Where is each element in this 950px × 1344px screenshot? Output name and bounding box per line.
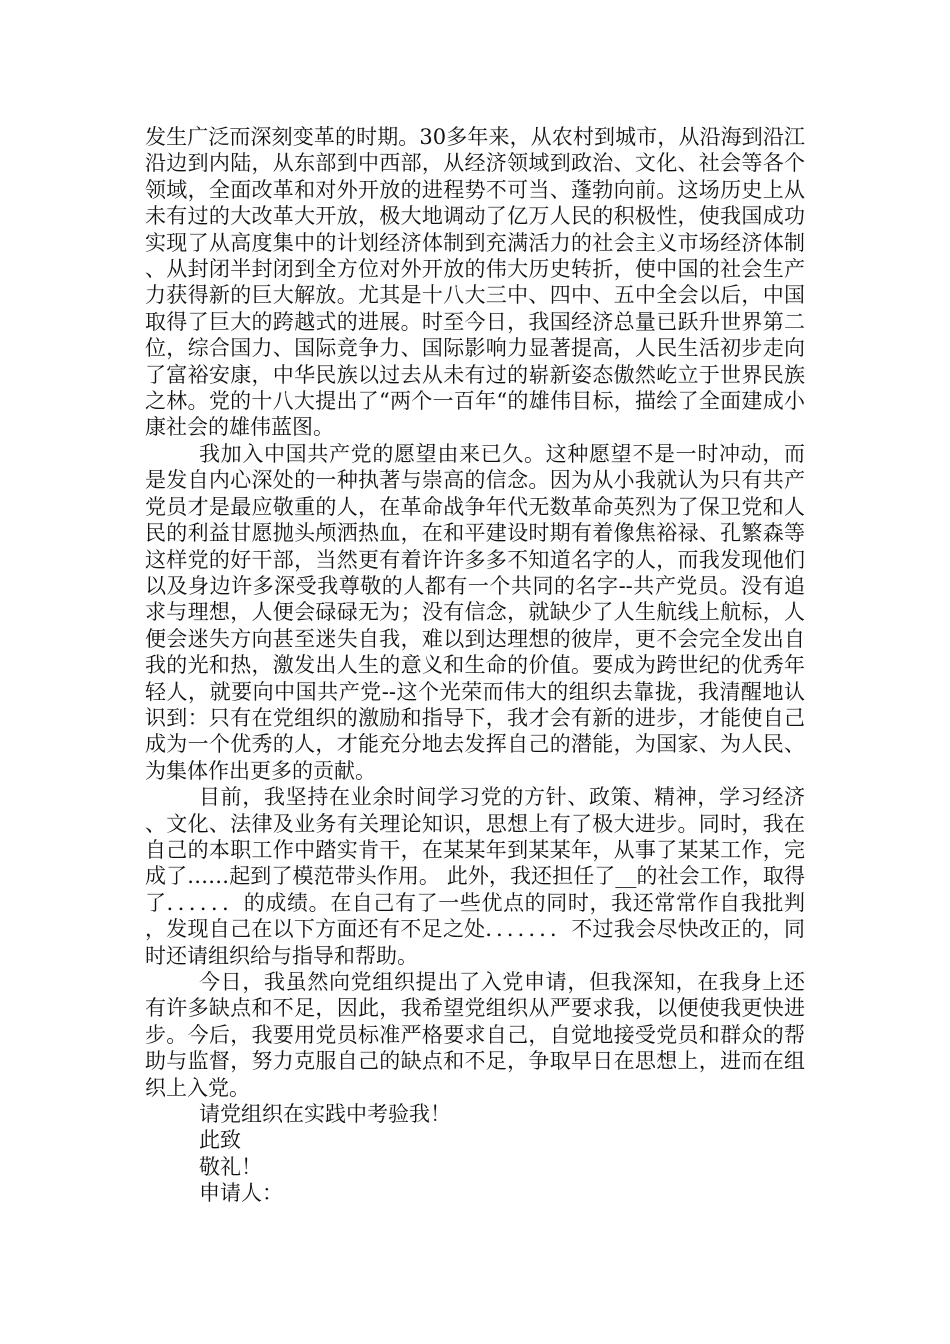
paragraph-history: 发生广泛而深刻变革的时期。30多年来，从农村到城市，从沿海到沿江沿边到内陆，从东部到中西部，从经济领域到政治、文化、社会等各个领域，全面改革和对外开放的进程势不可当、蓬勃向前。这场历史上从未有过的大改革大开放，极大地调动了亿万人民的积极性，使我国成功实现了从高度集中的计划经济体制到充满活力的社会主义市场经济体制、从封闭半封闭到全方位对外开放的伟大历史转折，使中国的社会生产力获得新的巨大解放。尤其是十八大三中、四中、五中全会以后，中国取得了巨大的跨越式的进展。时至今日，我国经济总量已跃升世界第二位，综合国力、国际竞争力、国际影响力显著提高，人民生活初步走向了富裕安康，中华民族以过去从未有过的崭新姿态傲然屹立于世界民族之林。党的十八大提出了“两个一百年“的雄伟目标，描绘了全面建成小康社会的雄伟蓝图。 <box>145 125 805 440</box>
document-body <box>145 124 805 1207</box>
applicant-signature-label: 申请人： <box>199 1181 283 1206</box>
closing-request: 请党组织在实践中考验我！ <box>199 1102 451 1127</box>
closing-regards: 敬礼！ <box>199 1154 262 1179</box>
paragraph-commitment: 今日，我虽然向党组织提出了入党申请，但我深知，在我身上还有许多缺点和不足，因此，我希望党组织从严要求我，以便使我更快进步。今后，我要用党员标准严格要求自己，自觉地接受党员和群众的帮助与监督，努力克服自己的缺点和不足，争取早日在思想上，进而在组织上入党。 <box>145 970 805 1100</box>
paragraph-current-work: 目前，我坚持在业余时间学习党的方针、政策、精神，学习经济、文化、法律及业务有关理论知识，思想上有了极大进步。同时，我在自己的本职工作中踏实肯干，在某某年到某某年，从事了某某工作，完成了……起到了模范带头作用。 此外，我还担任了__的社会工作，取得了．．．．．．的成绩。在自己有了一些优点的同时，我还常常作自我批判，发现自己在以下方面还有不足之处．．．．．．．不过我会尽快改正的，同时还请组织给与指导和帮助。 <box>145 785 805 968</box>
paragraph-aspiration: 我加入中国共产党的愿望由来已久。这种愿望不是一时冲动，而是发自内心深处的一种执著与崇高的信念。因为从小我就认为只有共产党员才是最应敬重的人，在革命战争年代无数革命英烈为了保卫党和人民的利益甘愿抛头颅洒热血，在和平建设时期有着像焦裕禄、孔繁森等这样党的好干部，当然更有着许许多多不知道名字的人，而我发现他们以及身边许多深受我尊敬的人都有一个共同的名字--共产党员。没有追求与理想，人便会碌碌无为；没有信念，就缺少了人生航线上航标，人便会迷失方向甚至迷失自我，难以到达理想的彼岸，更不会完全发出自我的光和热，激发出人生的意义和生命的价值。要成为跨世纪的优秀年轻人，就要向中国共产党--这个光荣而伟大的组织去靠拢，我清醒地认识到：只有在党组织的激励和指导下，我才会有新的进步，才能使自己成为一个优秀的人，才能充分地去发挥自己的潜能，为国家、为人民、为集体作出更多的贡献。 <box>145 441 805 783</box>
closing-salutation: 此致 <box>199 1128 241 1153</box>
